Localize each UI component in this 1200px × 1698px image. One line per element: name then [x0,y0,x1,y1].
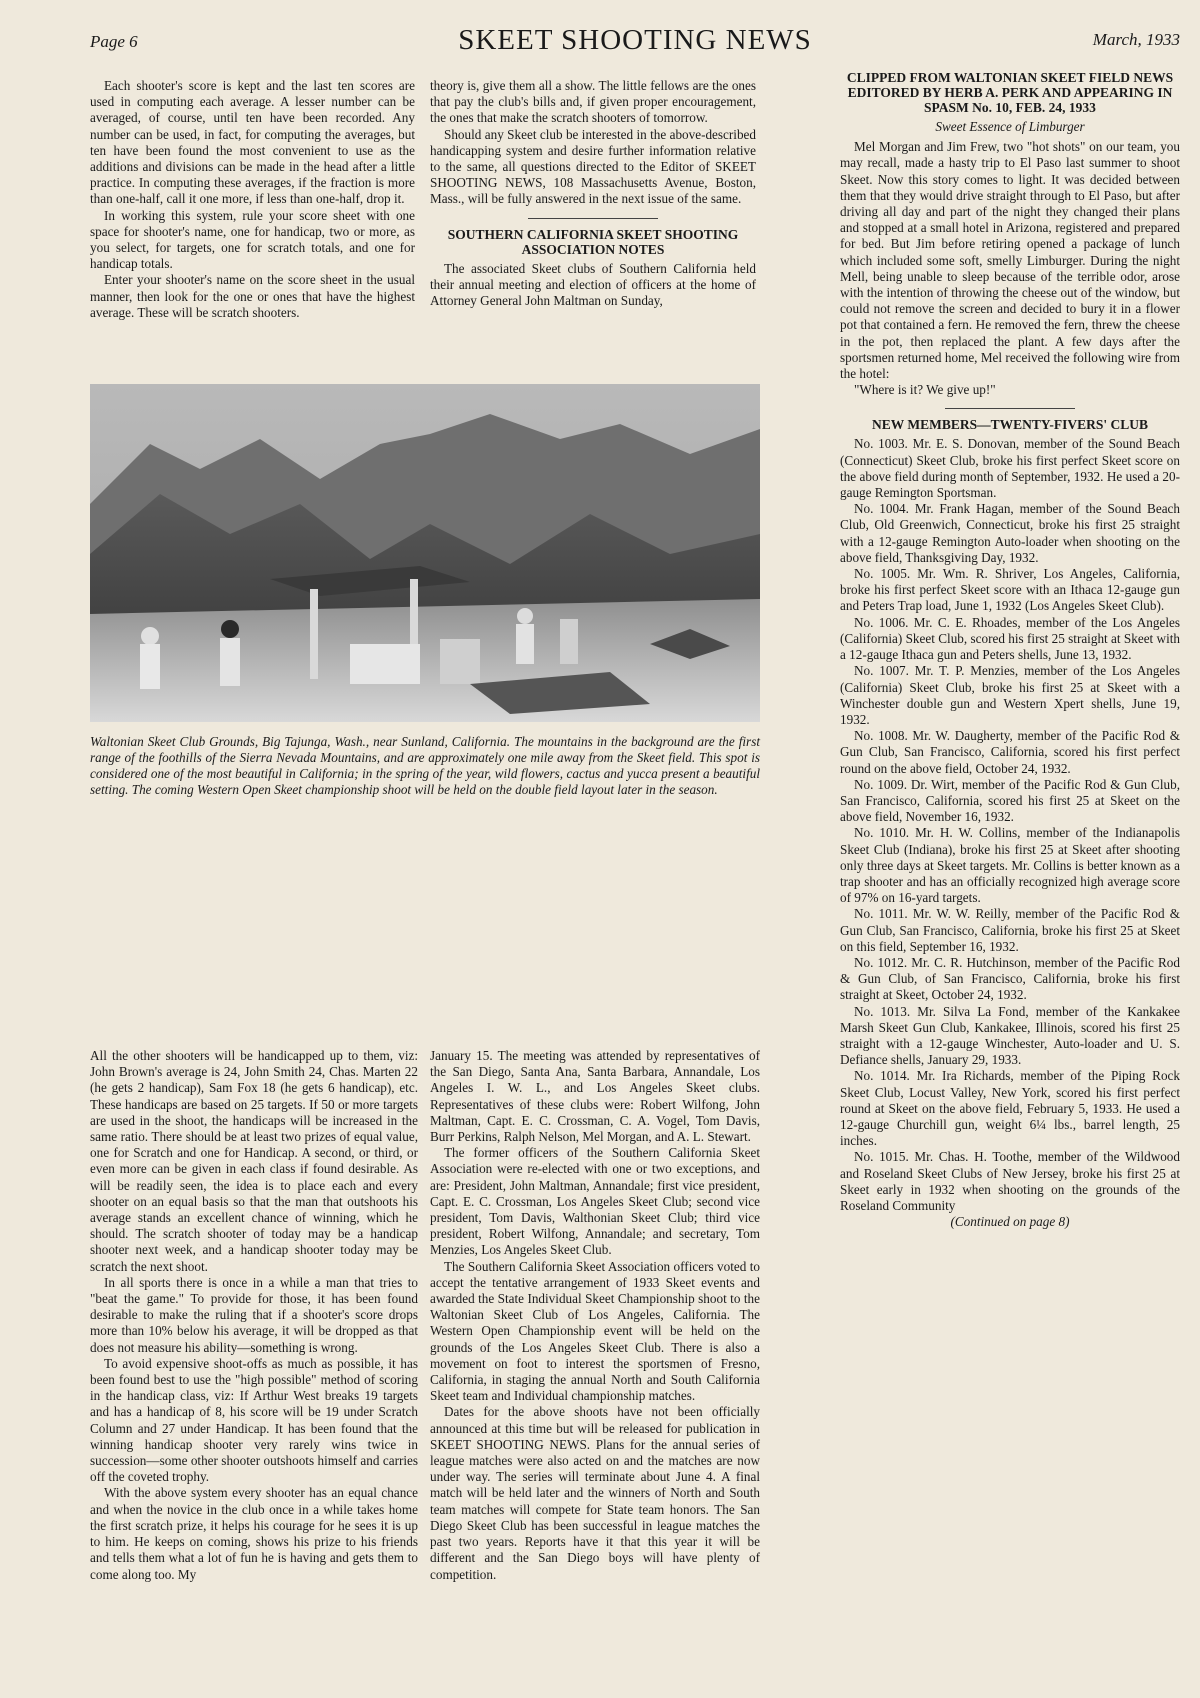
member-entry: No. 1005. Mr. Wm. R. Shriver, Los Angeles, California, broke his first perfect Skeet score with an Ithaca 12-gauge gun and Peters Trap load, June 1, 1932 (Los Angeles Skeet Club). [840,566,1180,614]
paragraph: Enter your shooter's name on the score sheet in the usual manner, then look for the one or ones that have the highest average. These will be scratch shooters. [90,272,415,320]
member-entry: No. 1013. Mr. Silva La Fond, member of the Kankakee Marsh Skeet Gun Club, Kankakee, Illinois, scored his first 25 straight with a 12-gauge Winchester, Auto-loader and U. S. Defiance shells, January 29, 1933. [840,1003,1180,1068]
member-entry: No. 1006. Mr. C. E. Rhoades, member of the Los Angeles (California) Skeet Club, scored his first 25 straight at Skeet with a 12-gauge Ithaca gun and Peters shells, June 13, 1932. [840,614,1180,663]
paragraph: Dates for the above shoots have not been officially announced at this time but will be released for publication in SKEET SHOOTING NEWS. Plans for the annual series of league matches were also acted on and the matches are now under way. The series will terminate about June 4. A final match will be held later and the winners of North and South team matches will compete for State team honors. The San Diego Skeet Club has been successful in league matches the past two years. Reports have it that this year it will be different and the San Diego boys will have plenty of competition. [430,1404,760,1582]
article-heading: CLIPPED FROM WALTONIAN SKEET FIELD NEWS EDITORED BY HERB A. PERK AND APPEARING IN SPASM No. 10, FEB. 24, 1933 [846,70,1174,115]
member-entry: No. 1003. Mr. E. S. Donovan, member of the Sound Beach (Connecticut) Skeet Club, broke his first perfect Skeet score on the above field during month of September, 1932. He used a 20-gauge Remington Sportsman. [840,436,1180,501]
member-entry: No. 1010. Mr. H. W. Collins, member of the Indianapolis Skeet Club (Indiana), broke his first 25 at Skeet after shooting only three days at Skeet targets. Mr. Collins is better known as a trap shooter and has an officially recognized high average score of 97% on 16-yard targets. [840,825,1180,906]
member-entry: No. 1011. Mr. W. W. Reilly, member of the Pacific Rod & Gun Club, San Francisco, California, broke his first 25 at Skeet on this field, September 16, 1932. [840,906,1180,954]
paragraph: In all sports there is once in a while a man that tries to "beat the game." To provide for those, it has been found desirable to make the ruling that if a shooter's score drops more than 10% below his average, it will be dropped as that does not measure his ability—something is wrong. [90,1274,418,1355]
member-entry: No. 1014. Mr. Ira Richards, member of the Piping Rock Skeet Club, Locust Valley, New York, scored his first perfect round at Skeet on the above field, February 5, 1933. He used a 12-gauge Churchill gun, weight 6¼ lbs., barrel length, 25 inches. [840,1068,1180,1149]
paragraph: January 15. The meeting was attended by representatives of the San Diego, Santa Ana, Santa Barbara, Annandale, Los Angeles I. W. L., and Los Angeles Skeet clubs. Representatives of these clubs were: Robert Wilfong, John Maltman, Capt. E. C. Crossman, C. A. Vogel, Tom Davis, Burr Perkins, Ralph Nelson, Mel Morgan, and A. L. Stewart. [430,1048,760,1145]
paragraph: Mel Morgan and Jim Frew, two "hot shots" on our team, you may recall, made a hasty trip to El Paso last summer to shoot Skeet. Now this story comes to light. It was decided between them that they would drive straight through to El Paso, but after driving all day and part of the night they changed their plans and stopped at a small hotel in Arizona, registered and prepared for bed. But Jim before retiring opened a package of lunch which included some soft, smelly Limburger. During the night Mell, being unable to sleep because of the terrible odor, arose with the intention of throwing the cheese out of the window, but could not remove the screen and decided to bury it in a flower pot that contained a fern. He removed the fern, threw the cheese in the pot, then replaced the plant. A few days after the sportsmen returned home, Mel received the following wire from the hotel: [840,139,1180,382]
column-middle-top [430,78,756,309]
column-left-bottom [90,1048,418,1583]
paragraph: In working this system, rule your score sheet with one space for shooter's name, one for handicap, two or more, as you select, for targets, one for scratch totals, and one for handicap totals. [90,207,415,272]
paragraph: Each shooter's score is kept and the last ten scores are used in computing each average. A lesser number can be averaged, of course, until ten have been recorded. Any number can be used, in fact, for computing the averages, but ten have been found the most convenient to use as the additions and divisions can be made in the head after a little practice. In computing these averages, if the fraction is more than one-half, call it one more, if less than one-half, drop it. [90,78,415,207]
member-entry: No. 1008. Mr. W. Daugherty, member of the Pacific Rod & Gun Club, San Francisco, California, scored his first perfect round on the above field, October 24, 1932. [840,728,1180,776]
divider [528,218,658,219]
article-heading: SOUTHERN CALIFORNIA SKEET SHOOTING ASSOCIATION NOTES [447,226,739,257]
paragraph: Should any Skeet club be interested in the above-described handicapping system and desire further information relative to the same, all questions directed to the Editor of SKEET SHOOTING NEWS, 108 Massachusetts Avenue, Boston, Mass., will be fully answered in the next issue of the same. [430,126,756,207]
paragraph: All the other shooters will be handicapped up to them, viz: John Brown's average is 24, John Smith 24, Chas. Marten 22 (he gets 2 handicap), Sam Fox 18 (he gets 6 handicap), etc. These handicaps are based on 25 targets. If 50 or more targets are used in the shoot, the handicaps will be increased in the same ratio. There should be at least two prizes of equal value, one for Scratch and one for Handicap. A second, or third, or even more can be given in each class if found desirable. As will be readily seen, the idea is to place each and every shooter on an equal basis so that the man that outshoots his average stands an excellent chance of winning, which he should. The scratch shooter of today may be a handicap shooter next week, and a handicap shooter today may be scratch the next shoot. [90,1048,418,1274]
paragraph: The former officers of the Southern California Skeet Association were re-elected with one or two exceptions, and are: President, John Maltman, Annandale; first vice president, Capt. E. C. Crossman, Los Angeles Skeet Club; second vice president, Tom Davis, Walthonian Skeet Club; third vice president, Robert Wilfong, Annandale; and secretary, Tom Menzies, Los Angeles Skeet Club. [430,1145,760,1258]
member-entry: No. 1009. Dr. Wirt, member of the Pacific Rod & Gun Club, San Francisco, California, scored his first 25 at Skeet on the above field, November 16, 1932. [840,776,1180,825]
paragraph: theory is, give them all a show. The little fellows are the ones that pay the club's bills and, if given proper encouragement, the ones that make the scratch shooters of tomorrow. [430,78,756,126]
member-entry: No. 1007. Mr. T. P. Menzies, member of the Los Angeles (California) Skeet Club, broke his first 25 at Skeet with a Winchester double gun and Western Xpert shells, June 19, 1932. [840,663,1180,727]
column-handicap-system-top [90,78,415,321]
masthead: SKEET SHOOTING NEWS [458,24,812,56]
continued-note: (Continued on page 8) [950,1214,1070,1230]
photograph-image [90,384,760,722]
member-entry: No. 1012. Mr. C. R. Hutchinson, member of the Pacific Rod & Gun Club, of San Francisco, California, broke his first straight at Skeet, October 24, 1932. [840,954,1180,1003]
page-header [90,24,1180,64]
paragraph: The associated Skeet clubs of Southern California held their annual meeting and election of officers at the home of Attorney General John Maltman on Sunday, [430,260,756,309]
issue-date: March, 1933 [1092,30,1180,49]
column-middle-bottom [430,1048,760,1583]
article-subheading: Sweet Essence of Limburger [935,119,1085,134]
paragraph: To avoid expensive shoot-offs as much as possible, it has been found best to use the "high possible" method of scoring in the handicap class, viz: If Arthur West breaks 19 targets and has a handicap of 8, his score will be 19 under Scratch Column and 27 under Handicap. It has been found that the winning handicap shooter very rarely wins twice in succession—some other shooter outshoots himself and carries off the coveted trophy. [90,1355,418,1485]
photo-caption: Waltonian Skeet Club Grounds, Big Tajunga, Wash., near Sunland, California. The mountains in the background are the first range of the foothills of the Sierra Nevada Mountains, and are approximately one mile away from the Skeet field. This spot is considered one of the most beautiful in California; in the spring of the year, wild flowers, cactus and yucca present a beautiful setting. The coming Western Open Skeet championship shoot will be held on the double field layout later in the season. [90,734,760,797]
quoted-wire: "Where is it? We give up!" [854,382,996,398]
photograph [90,384,760,722]
member-entry: No. 1004. Mr. Frank Hagan, member of the Sound Beach Club, Old Greenwich, Connecticut, broke his first 25 straight with a 12-gauge Remington Auto-loader when shooting on the above field, Thanksgiving Day, 1932. [840,501,1180,565]
paragraph: The Southern California Skeet Association officers voted to accept the tentative arrangement of 1933 Skeet events and awarded the State Individual Skeet Championship shoot to the Waltonian Skeet Club of Los Angeles, California. The Western Open Championship event will be held on the grounds of the Los Angeles Skeet Club. There is also a movement on foot to interest the sportsmen of Fresno, California, in staging the annual North and South California Skeet team and Individual championship matches. [430,1258,760,1404]
column-right [840,70,1180,1230]
members-heading: NEW MEMBERS—TWENTY-FIVERS' CLUB [871,417,1149,433]
paragraph: With the above system every shooter has an equal chance and when the novice in the club once in a while takes home the first scratch prize, it helps his courage for he sees it is up to him. He keeps on coming, shows his prize to his friends and tells them what a lot of fun he is having and gets them to come along too. My [90,1485,418,1582]
page-number: Page 6 [90,32,138,51]
divider [945,408,1075,409]
member-entry: No. 1015. Mr. Chas. H. Toothe, member of the Wildwood and Roseland Skeet Clubs of New Jersey, broke his first 25 at Skeet early in 1932 when shooting on the grounds of the Roseland Community [840,1149,1180,1213]
